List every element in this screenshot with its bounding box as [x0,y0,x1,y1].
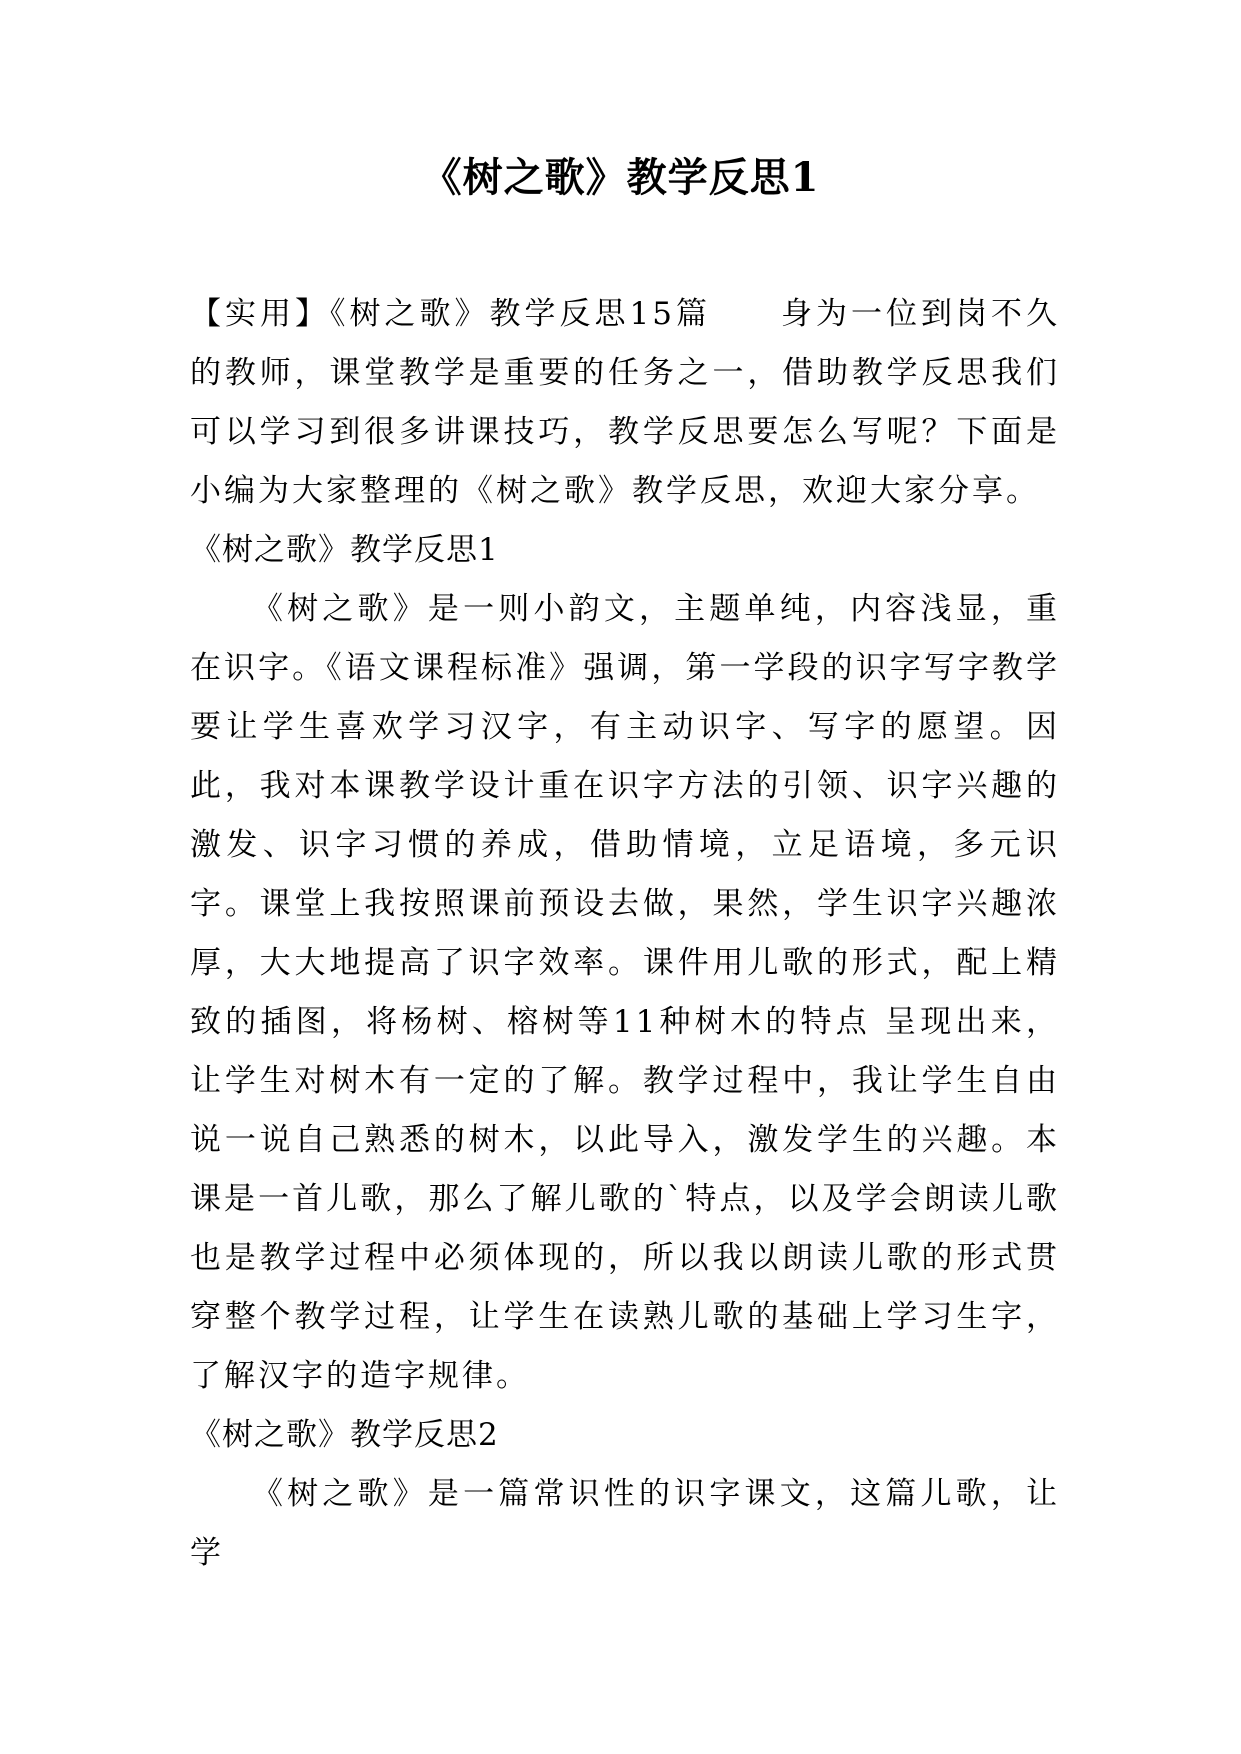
page-title: 《树之歌》教学反思1 [421,154,820,201]
section-2-heading: 《树之歌》教学反思2 [190,1417,499,1453]
section-2-body: 《树之歌》是一篇常识性的识字课文，这篇儿歌，让学 [190,1476,1060,1571]
document-content [190,285,1060,1583]
intro-paragraph: 【实用】《树之歌》教学反思15篇 身为一位到岗不久的教师，课堂教学是重要的任务之一，借助教学反思我们可以学习到很多讲课技巧，教学反思要怎么写呢？下面是小编为大家整理的《树之歌》教学反思，欢迎大家分享。 [190,296,1060,509]
section-1-body: 《树之歌》是一则小韵文，主题单纯，内容浅显，重在识字。《语文课程标准》强调，第一学段的识字写字教学要让学生喜欢学习汉字，有主动识字、写字的愿望。因此，我对本课教学设计重在识字方法的引领、识字兴趣的激发、识字习惯的养成，借助情境，立足语境，多元识字。课堂上我按照课前预设去做，果然，学生识字兴趣浓厚，大大地提高了识字效率。课件用儿歌的形式，配上精致的插图，将杨树、榕树等11种树木的特点 呈现出来，让学生对树木有一定的了解。教学过程中，我让学生自由说一说自己熟悉的树木，以此导入，激发学生的兴趣。本课是一首儿歌，那么了解儿歌的`特点，以及学会朗读儿歌也是教学过程中必须体现的，所以我以朗读儿歌的形式贯穿整个教学过程，让学生在读熟儿歌的基础上学习生字，了解汉字的造字规律。 [190,591,1060,1394]
section-1-heading: 《树之歌》教学反思1 [190,532,499,568]
